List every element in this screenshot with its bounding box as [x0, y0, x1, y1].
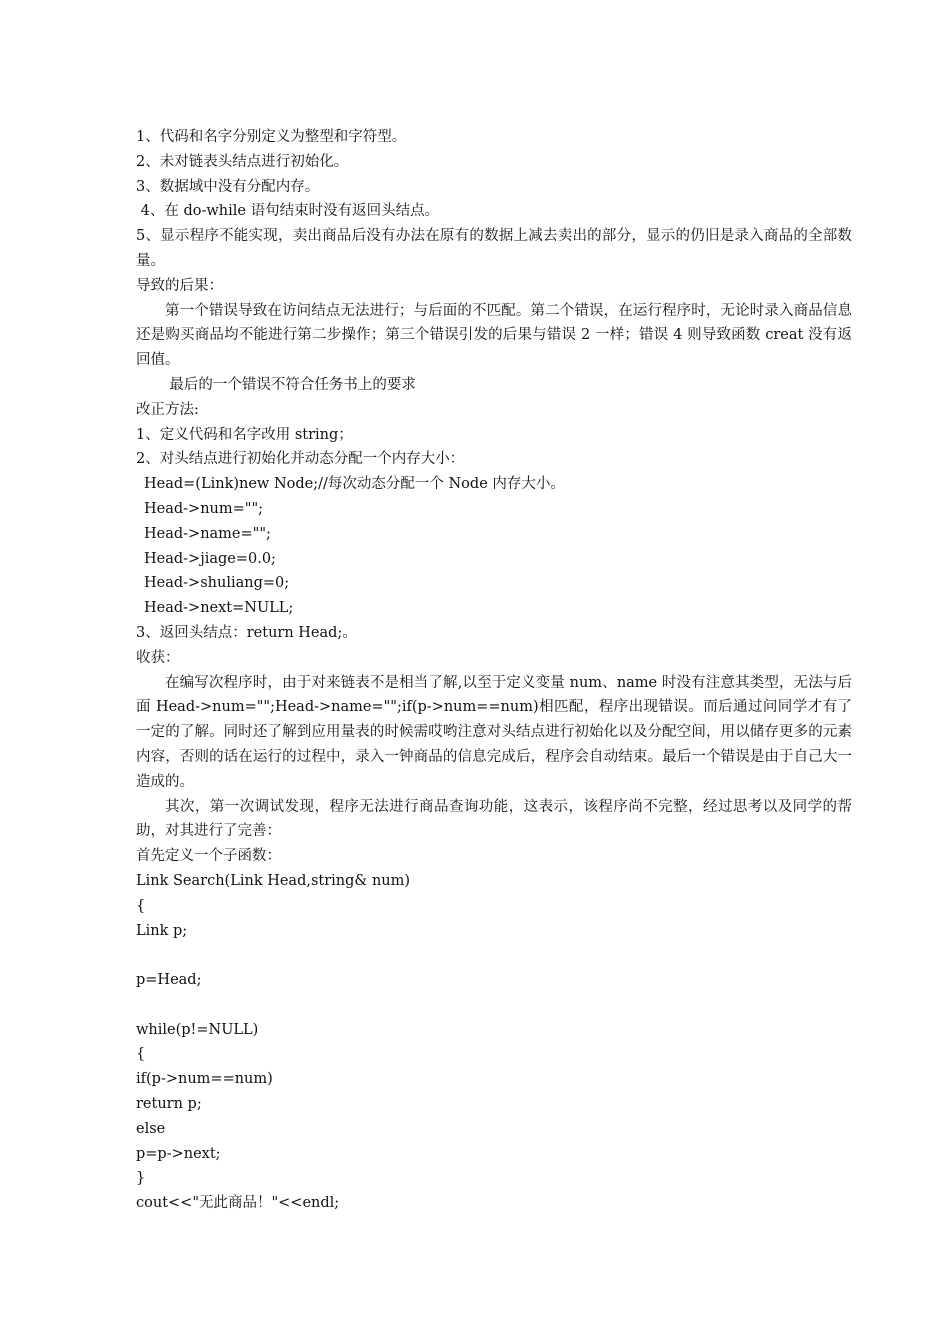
error-item-4: 4、在 do-while 语句结束时没有返回头结点。 [136, 203, 440, 220]
search-code-line: { [136, 1046, 146, 1063]
search-code-blank-line [136, 943, 852, 968]
search-code-line: Link p; [136, 922, 188, 939]
fix-heading: 改正方法: [136, 401, 199, 418]
init-code-line: Head->name=""; [144, 525, 271, 542]
init-code-line: Head->jiage=0.0; [144, 550, 276, 567]
search-code-line: p=p->next; [136, 1145, 221, 1162]
consequence-paragraph: 第一个错误导致在访问结点无法进行；与后面的不匹配。第二个错误，在运行程序时，无论时录入商品信息还是购买商品均不能进行第二步操作；第三个错误引发的后果与错误 2 一样；错误 4 则导致函数 creat 没有返回值。 [136, 302, 852, 369]
harvest-paragraph-2: 其次，第一次调试发现，程序无法进行商品查询功能，这表示，该程序尚不完整，经过思考以及同学的帮助，对其进行了完善： [136, 798, 852, 840]
document-body [136, 125, 852, 1216]
fix-item-1: 1、定义代码和名字改用 string； [136, 426, 353, 443]
error-item-1: 1、代码和名字分别定义为整型和字符型。 [136, 129, 407, 145]
search-code-line: p=Head; [136, 972, 202, 989]
search-code-line: return p; [136, 1096, 202, 1113]
init-code-line: Head->shuliang=0; [144, 575, 290, 592]
error-item-2: 2、未对链表头结点进行初始化。 [136, 153, 349, 170]
define-intro: 首先定义一个子函数： [136, 848, 281, 865]
init-code-line: Head=(Link)new Node;//每次动态分配一个 Node 内存大小。 [144, 476, 565, 493]
fix-item-2: 2、对头结点进行初始化并动态分配一个内存大小： [136, 451, 465, 468]
search-code-line: while(p!=NULL) [136, 1021, 259, 1038]
search-code-line: Link Search(Link Head,string& num) [136, 872, 411, 889]
harvest-heading: 收获： [136, 649, 180, 666]
error-item-5: 5、显示程序不能实现，卖出商品后没有办法在原有的数据上减去卖出的部分，显示的仍旧是录入商品的全部数量。 [136, 228, 852, 269]
init-code-line: Head->num=""; [144, 500, 264, 517]
fix-item-3: 3、返回头结点：return Head;。 [136, 624, 357, 641]
search-code-line: { [136, 897, 146, 914]
search-code-line: cout<<"无此商品！"<<endl; [136, 1195, 340, 1212]
search-code-line: else [136, 1120, 166, 1137]
error-item-3: 3、数据域中没有分配内存。 [136, 178, 320, 195]
search-code-line: } [136, 1170, 146, 1187]
init-code-line: Head->next=NULL; [144, 600, 294, 617]
search-code-line: if(p->num==num) [136, 1071, 273, 1088]
search-code-blank-line [136, 993, 852, 1018]
consequence-last-line: 最后的一个错误不符合任务书上的要求 [169, 376, 416, 393]
consequence-heading: 导致的后果： [136, 277, 223, 294]
harvest-paragraph-1: 在编写次程序时，由于对来链表不是相当了解,以至于定义变量 num、name 时没有注意其类型，无法与后面 Head->num="";Head->name="";if(p->num==num)相匹配，程序出现错误。而后通过问同学才有了一定的了解。同时还了解到应用量表的时候需哎哟注意对头结点进行初始化以及分配空间，用以储存更多的元素内容，否则的话在运行的过程中，录入一钟商品的信息完成后，程序会自动结束。最后一个错误是由于自己大一造成的。 [136, 674, 852, 790]
